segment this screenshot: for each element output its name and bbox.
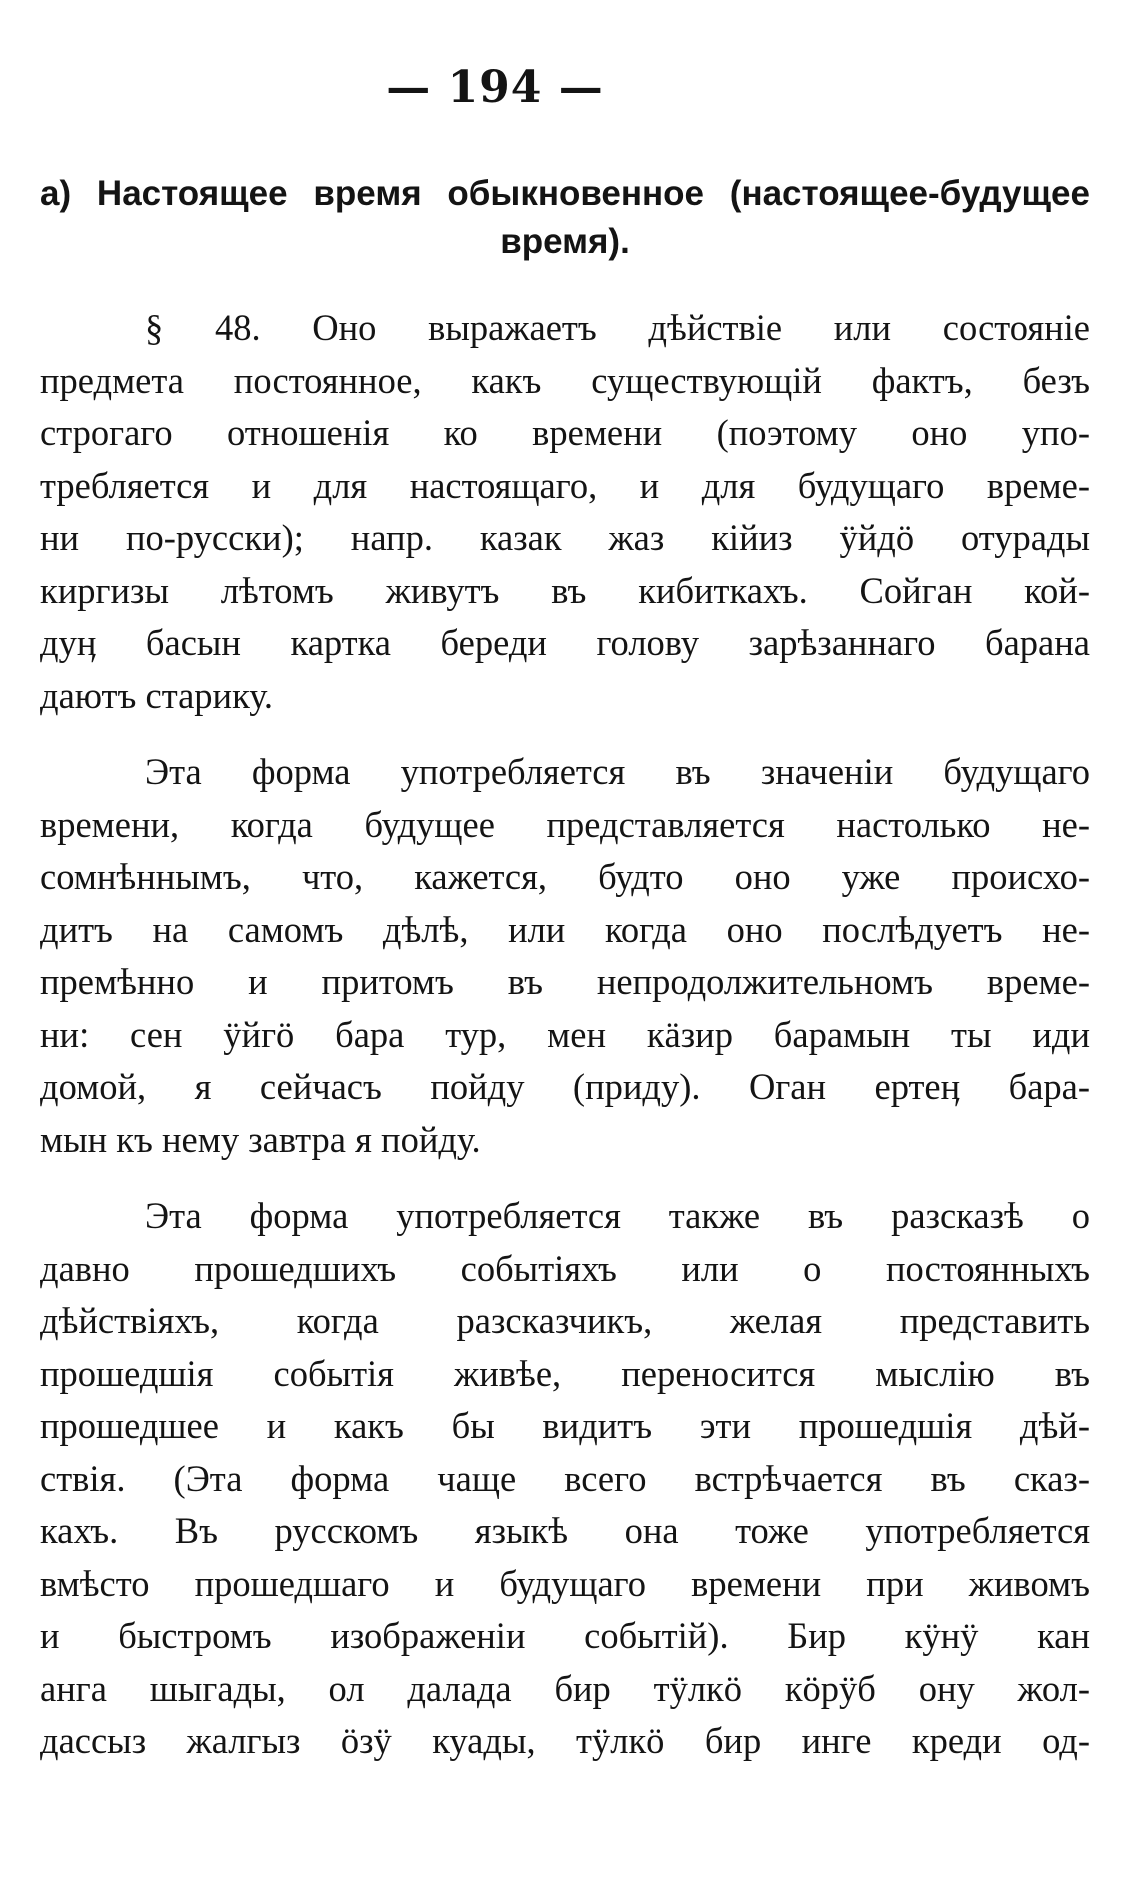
text-line: Эта форма употребляется въ значенiи будущаго xyxy=(145,751,1090,792)
text-line: премѣнно и притомъ въ непродолжительномъ време- xyxy=(40,961,1090,1002)
text-line: кахъ. Въ русскомъ языкѣ она тоже употребляется xyxy=(40,1510,1090,1551)
text-line: домой, я сейчасъ пойду (приду). Оган ертеӊ бара- xyxy=(40,1066,1090,1107)
text-line: времени, когда будущее представляется настолько не- xyxy=(40,803,1090,845)
text-line: сомнѣннымъ, что, кажется, будто оно уже происхо- xyxy=(40,856,1090,897)
text-line: прошедшее и какъ бы видитъ эти прошедшiя дѣй- xyxy=(40,1405,1090,1446)
text-line: давно прошедшихъ событiяхъ или о постоянныхъ xyxy=(40,1247,1090,1289)
section-heading xyxy=(40,170,1090,266)
text-line: требляется и для настоящаго, и для будущаго време- xyxy=(40,464,1090,506)
text-line: киргизы лѣтомъ живутъ въ кибиткахъ. Сойган кой- xyxy=(40,569,1090,611)
body-text xyxy=(40,302,1090,1768)
paragraph-future-usage xyxy=(40,746,1090,1166)
text-line: ствiя. (Эта форма чаще всего встрѣчается въ сказ- xyxy=(40,1457,1090,1499)
text-line: дуӊ басын картка береди голову зарѣзаннаго барана xyxy=(40,622,1090,663)
text-line: мын къ нему завтра я пойду. xyxy=(40,1118,481,1160)
text-line: § 48. Оно выражаетъ дѣйствiе или состоянiе xyxy=(145,307,1090,348)
text-line: ни: сен ӱйгӧ бара тур, мен кӓзир барамын ты иди xyxy=(40,1013,1090,1055)
text-line: Эта форма употребляется также въ разсказѣ о xyxy=(145,1195,1090,1236)
text-line: дассыз жалгыз ӧзӱ куады, тӱлкӧ бир инге креди од- xyxy=(40,1720,1090,1761)
section-heading-line: а) Настоящее время обыкновенное (настоящее-будущее xyxy=(40,174,1090,213)
text-line: вмѣсто прошедшаго и будущаго времени при живомъ xyxy=(40,1562,1090,1604)
text-line: дѣйствiяхъ, когда разсказчикъ, желая представить xyxy=(40,1300,1090,1341)
text-line: строгаго отношенiя ко времени (поэтому оно упо- xyxy=(40,412,1090,453)
paragraph-48 xyxy=(40,302,1090,722)
text-line: и быстромъ изображенiи событiй). Бир кӱнӱ кан xyxy=(40,1615,1090,1656)
text-line: прошедшiя событiя живѣе, переносится мыслiю въ xyxy=(40,1352,1090,1394)
text-line: дитъ на самомъ дѣлѣ, или когда оно послѣдуетъ не- xyxy=(40,908,1090,950)
section-heading-line: время). xyxy=(500,222,630,261)
text-line: ни по-русски); напр. казак жаз кiйиз ӱйдӧ отурады xyxy=(40,517,1090,558)
text-line: даютъ старику. xyxy=(40,674,274,716)
page-number: — 194 — xyxy=(386,62,604,113)
paragraph-narrative-usage xyxy=(40,1190,1090,1768)
text-line: анга шыгады, ол далада бир тӱлкӧ кӧрӱб ону жол- xyxy=(40,1667,1090,1709)
text-line: предмета постоянное, какъ существующiй фактъ, безъ xyxy=(40,359,1090,401)
